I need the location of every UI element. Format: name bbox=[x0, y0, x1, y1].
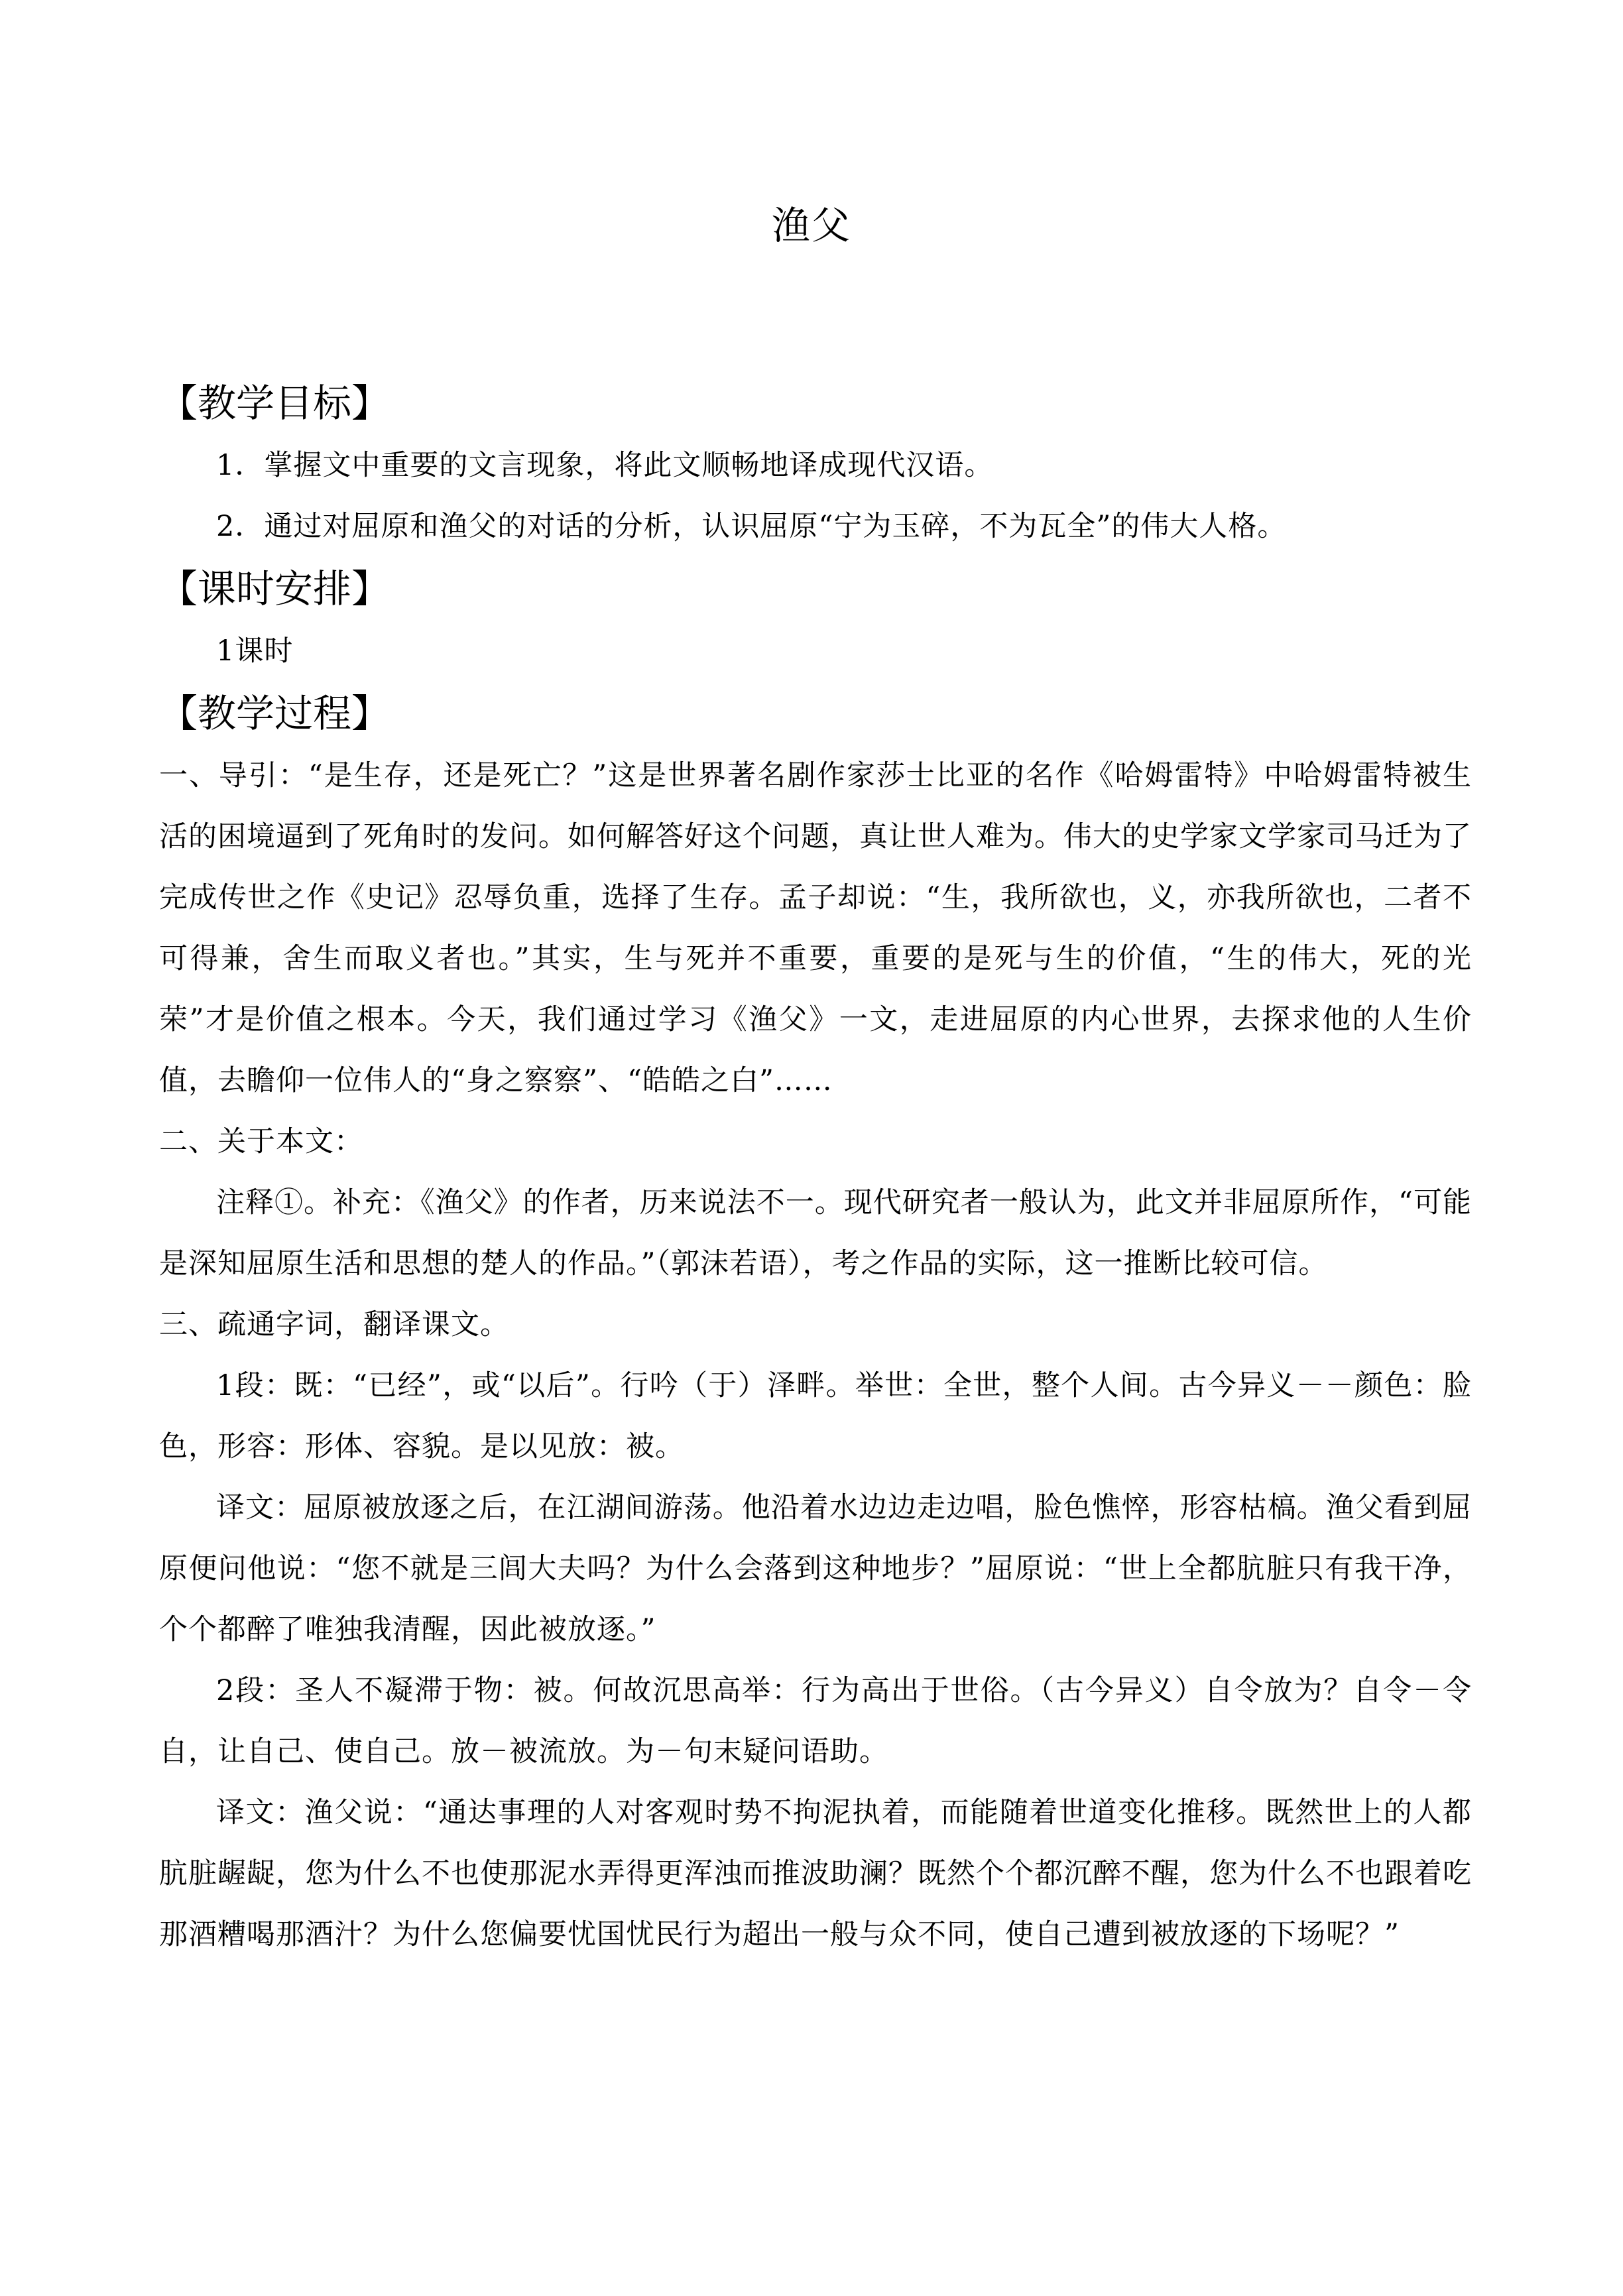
paragraph-translation-heading: 三、疏通字词，翻译课文。 bbox=[159, 1308, 509, 1341]
paragraph-introduction: 一、导引：“是生存，还是死亡？”这是世界著名剧作家莎士比亚的名作《哈姆雷特》中哈姆雷特被生活的困境逼到了死角时的发问。如何解答好这个问题，真让世人难为。伟大的史学家文学家司马迁为了完成传世之作《史记》忍辱负重，选择了生存。孟子却说：“生，我所欲也，义，亦我所欲也，二者不可得兼，舍生而取义者也。”其实，生与死并不重要，重要的是死与生的价值，“生的伟大，死的光荣”才是价值之根本。今天，我们通过学习《渔父》一文，走进屈原的内心世界，去探求他的人生价值，去瞻仰一位伟人的“身之察察”、“皓皓之白”…… bbox=[159, 759, 1472, 1097]
schedule-text: 1课时 bbox=[216, 634, 294, 668]
objective-item-2: 2．通过对屈原和渔父的对话的分析，认识屈原“宁为玉碎，不为瓦全”的伟大人格。 bbox=[216, 510, 1287, 543]
document-body bbox=[159, 371, 1472, 1965]
paragraph-about-heading: 二、关于本文： bbox=[159, 1125, 363, 1158]
section-heading-process: 【教学过程】 bbox=[159, 691, 391, 736]
paragraph-about-note: 注释①。补充：《渔父》的作者，历来说法不一。现代研究者一般认为，此文并非屈原所作，“可能是深知屈原生活和思想的楚人的作品。”（郭沫若语），考之作品的实际，这一推断比较可信。 bbox=[159, 1186, 1472, 1280]
section-heading-schedule: 【课时安排】 bbox=[159, 566, 391, 611]
section-heading-objectives: 【教学目标】 bbox=[159, 381, 391, 426]
objective-item-1: 1．掌握文中重要的文言现象，将此文顺畅地译成现代汉语。 bbox=[216, 449, 994, 482]
paragraph-section-1-vocab: 1段：既：“已经”，或“以后”。行吟（于）泽畔。举世：全世，整个人间。古今异义－－颜色：脸色，形容：形体、容貌。是以见放：被。 bbox=[159, 1369, 1472, 1463]
paragraph-section-1-translation: 译文：屈原被放逐之后，在江湖间游荡。他沿着水边边走边唱，脸色憔悴，形容枯槁。渔父看到屈原便问他说：“您不就是三闾大夫吗？为什么会落到这种地步？”屈原说：“世上全都肮脏只有我干净，个个都醉了唯独我清醒，因此被放逐。” bbox=[159, 1491, 1472, 1646]
page-title: 渔父 bbox=[771, 203, 851, 248]
paragraph-section-2-vocab: 2段：圣人不凝滞于物：被。何故沉思高举：行为高出于世俗。（古今异义）自令放为？自令－令自，让自己、使自己。放－被流放。为－句末疑问语助。 bbox=[159, 1674, 1472, 1768]
paragraph-section-2-translation: 译文：渔父说：“通达事理的人对客观时势不拘泥执着，而能随着世道变化推移。既然世上的人都肮脏龌龊，您为什么不也使那泥水弄得更浑浊而推波助澜？既然个个都沉醉不醒，您为什么不也跟着吃那酒糟喝那酒汁？为什么您偏要忧国忧民行为超出一般与众不同，使自己遭到被放逐的下场呢？” bbox=[159, 1796, 1472, 1951]
